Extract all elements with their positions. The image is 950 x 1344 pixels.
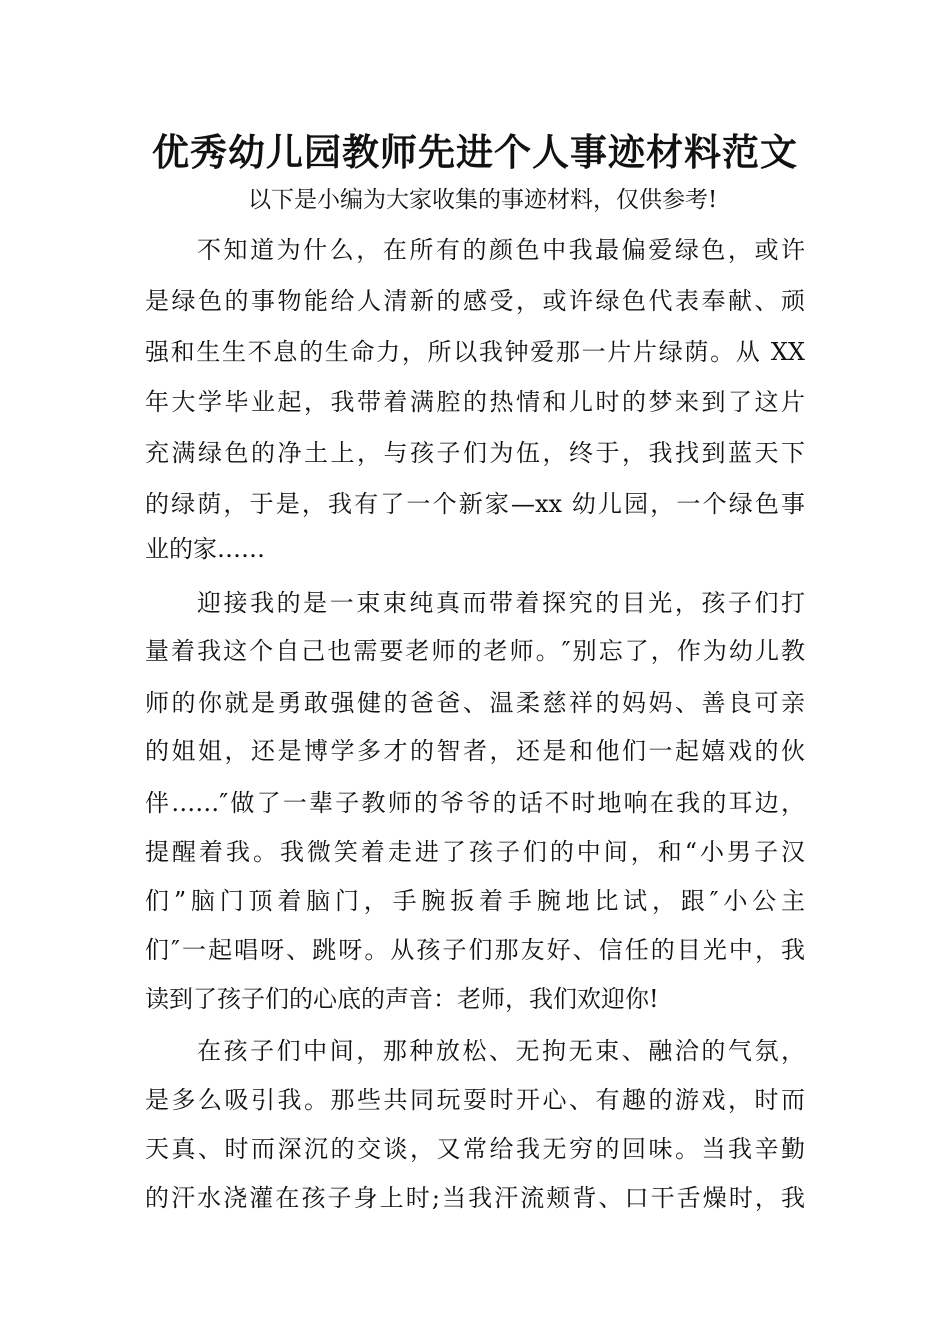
text-line: 的汗水浇灌在孩子身上时;当我汗流颊背、口干舌燥时，我: [145, 1184, 805, 1212]
text-line: 是绿色的事物能给人清新的感受，或许绿色代表奉献、顽: [145, 287, 805, 315]
text-line: 们”脑门顶着脑门，手腕扳着手腕地比试，跟″小公主: [145, 887, 805, 915]
text-line: 师的你就是勇敢强健的爸爸、温柔慈祥的妈妈、善良可亲: [145, 689, 805, 717]
text-line: 伴……″做了一辈子教师的爷爷的话不时地响在我的耳边，: [145, 789, 805, 817]
text-line: 是多么吸引我。那些共同玩耍时开心、有趣的游戏，时而: [145, 1086, 805, 1114]
text-line: 不知道为什么，在所有的颜色中我最偏爱绿色，或许: [197, 236, 805, 264]
text-line: 天真、时而深沉的交谈，又常给我无穷的回味。当我辛勤: [145, 1135, 805, 1163]
text-line: 的姐姐，还是博学多才的智者，还是和他们一起嬉戏的伙: [145, 737, 805, 765]
text-line: 充满绿色的净土上，与孩子们为伍，终于，我找到蓝天下: [145, 439, 805, 467]
text-line: 在孩子们中间，那种放松、无拘无束、融洽的气氛，: [197, 1037, 805, 1065]
document-subtitle: 以下是小编为大家收集的事迹材料，仅供参考!: [248, 187, 718, 213]
text-line: 们″一起唱呀、跳呀。从孩子们那友好、信任的目光中，我: [145, 936, 805, 964]
document-title: 优秀幼儿园教师先进个人事迹材料范文: [152, 130, 798, 174]
text-line: 读到了孩子们的心底的声音：老师，我们欢迎你!: [145, 985, 659, 1013]
text-line: 业的家……: [145, 535, 265, 563]
text-line: 年大学毕业起，我带着满腔的热情和儿时的梦来到了这片: [145, 388, 805, 416]
text-line: 量着我这个自己也需要老师的老师。″别忘了，作为幼儿教: [145, 637, 805, 665]
text-line: 迎接我的是一束束纯真而带着探究的目光，孩子们打: [197, 589, 805, 617]
text-line: 的绿荫，于是，我有了一个新家—xx 幼儿园，一个绿色事: [145, 490, 805, 518]
text-line: 强和生生不息的生命力，所以我钟爱那一片片绿荫。从 XX: [145, 338, 805, 366]
text-line: 提醒着我。我微笑着走进了孩子们的中间，和“小男子汉: [145, 838, 805, 866]
